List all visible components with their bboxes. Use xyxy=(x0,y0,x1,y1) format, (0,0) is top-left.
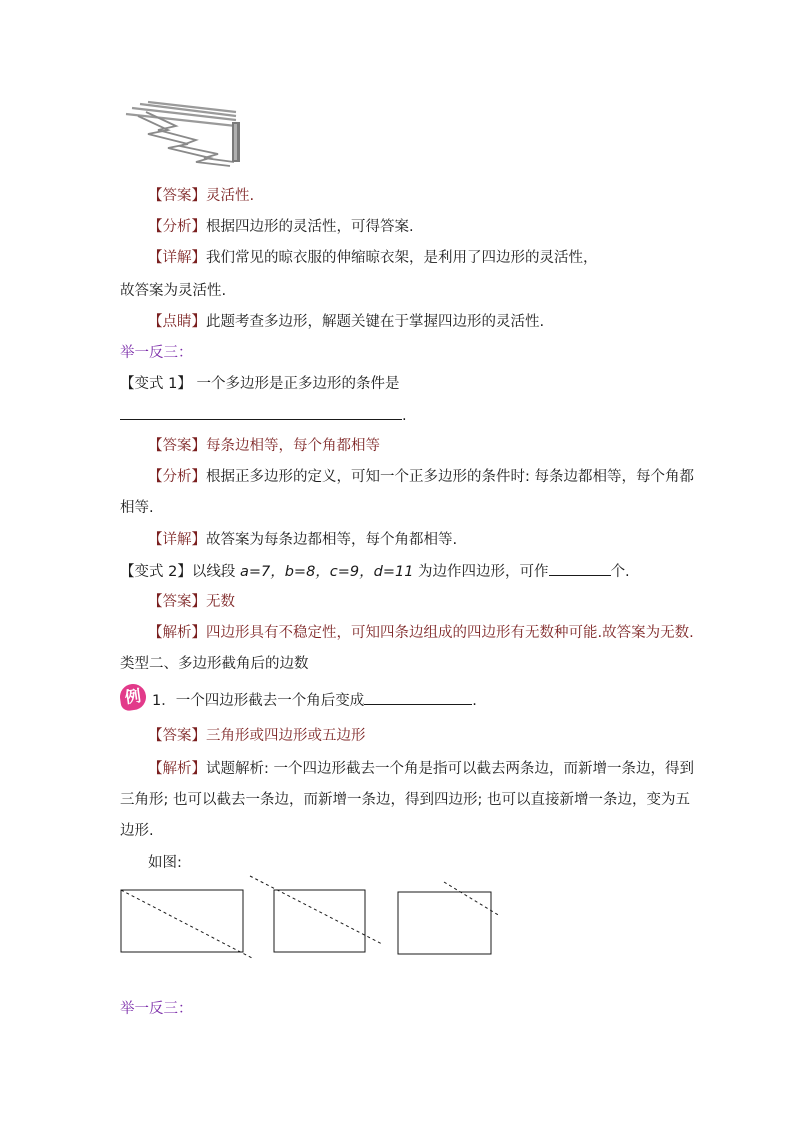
explain-4-line-2: 三角形; 也可以截去一条边，而新增一条边，得到四边形; 也可以直接新增一条边，变为五 xyxy=(120,792,690,808)
practice-title-2: 举一反三： xyxy=(120,1001,193,1017)
type-2-title: 类型二、多边形截角后的边数 xyxy=(120,656,309,672)
example-badge: 例 xyxy=(118,682,147,711)
explain-4-line-3: 边形. xyxy=(120,823,154,839)
analysis-2 xyxy=(148,467,694,487)
variant-1-blank-line xyxy=(120,405,407,426)
analysis-tag: 【分析】 xyxy=(148,469,206,485)
detail-1 xyxy=(148,248,598,268)
answer-blank[interactable] xyxy=(364,690,472,705)
detail-text: 故答案为每条边都相等，每个角都相等. xyxy=(206,532,458,548)
analysis-text: 根据正多边形的定义，可知一个正多边形的条件时: 每条边都相等，每个角都 xyxy=(206,469,694,485)
explain-text: 试题解析: 一个四边形截去一个角是指可以截去两条边，而新增一条边，得到 xyxy=(206,761,694,777)
answer-tag: 【答案】 xyxy=(148,728,206,744)
cut-line-2 xyxy=(250,876,382,944)
explain-4 xyxy=(148,759,694,779)
explain-text: 四边形具有不稳定性，可知四条边组成的四边形有无数种可能.故答案为无数. xyxy=(206,625,694,641)
detail-tag: 【详解】 xyxy=(148,532,206,548)
answer-text: 三角形或四边形或五边形 xyxy=(206,728,366,744)
variant-tag: 【变式 1】 xyxy=(120,376,192,392)
comment-text: 此题考查多边形，解题关键在于掌握四边形的灵活性. xyxy=(206,314,545,330)
analysis-tag: 【分析】 xyxy=(148,219,206,235)
answer-text: 每条边相等，每个角都相等 xyxy=(206,438,380,454)
detail-1-continued: 故答案为灵活性. xyxy=(120,283,227,299)
analysis-text: 根据四边形的灵活性，可得答案. xyxy=(206,219,414,235)
cut-line-3 xyxy=(444,882,500,916)
answer-text: 灵活性. xyxy=(206,188,255,204)
answer-blank[interactable] xyxy=(120,405,402,420)
answer-blank[interactable] xyxy=(549,561,611,576)
answer-tag: 【答案】 xyxy=(148,188,206,204)
detail-text: 我们常见的晾衣服的伸缩晾衣架，是利用了四边形的灵活性， xyxy=(206,250,598,266)
explain-3 xyxy=(148,623,694,643)
practice-title: 举一反三： xyxy=(120,345,193,361)
cut-corner-figures xyxy=(110,870,510,970)
answer-2 xyxy=(148,436,380,456)
analysis-1 xyxy=(148,217,414,237)
answer-4 xyxy=(148,726,366,746)
analysis-2-continued: 相等. xyxy=(120,500,154,516)
comment-tag: 【点睛】 xyxy=(148,314,206,330)
example-1 xyxy=(152,690,477,711)
explain-tag: 【解析】 xyxy=(148,761,206,777)
example-text: 1．一个四边形截去一个角后变成 xyxy=(152,693,365,709)
variant-mid: 为边作四边形，可作 xyxy=(413,564,549,580)
rectangle-figure-3 xyxy=(398,892,491,954)
figure-caption: 如图: xyxy=(148,855,182,871)
variant-vars: a=7，b=8，c=9，d=11 xyxy=(239,564,414,580)
explain-tag: 【解析】 xyxy=(148,625,206,641)
variant-tail: 个. xyxy=(610,564,630,580)
answer-text: 无数 xyxy=(206,594,235,610)
drying-rack-image xyxy=(118,100,244,170)
variant-text: 一个多边形是正多边形的条件是 xyxy=(196,376,400,392)
rectangle-figure-2 xyxy=(274,890,365,952)
variant-tail: . xyxy=(402,408,407,424)
answer-tag: 【答案】 xyxy=(148,594,206,610)
cut-line-1 xyxy=(121,890,252,958)
variant-pre: 以线段 xyxy=(191,564,240,580)
answer-tag: 【答案】 xyxy=(148,438,206,454)
detail-2 xyxy=(148,530,457,550)
variant-1 xyxy=(120,374,399,394)
comment-1 xyxy=(148,312,544,332)
detail-tag: 【详解】 xyxy=(148,250,206,266)
answer-3 xyxy=(148,592,235,612)
variant-tag: 【变式 2】 xyxy=(120,564,192,580)
variant-2 xyxy=(120,561,630,582)
example-tail: . xyxy=(472,693,477,709)
answer-1 xyxy=(148,186,254,206)
